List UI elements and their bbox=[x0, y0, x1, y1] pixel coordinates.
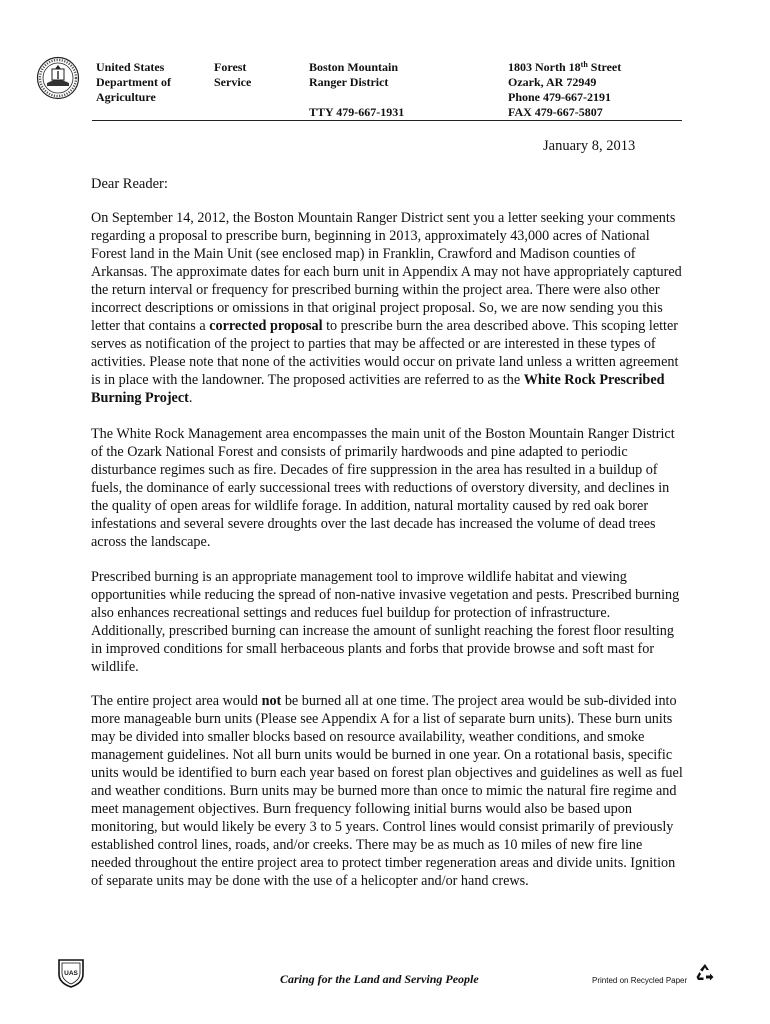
agency-line: United States bbox=[96, 60, 165, 74]
letter-date: January 8, 2013 bbox=[543, 138, 636, 154]
agency-name bbox=[96, 60, 171, 105]
paragraph-project-correction: On September 14, 2012, the Boston Mountain Ranger District sent you a letter seeking your comments regarding a proposal to prescribe burn, beginning in 2013, approximately 43,000 acres of National Forest land in the Main Unit (see enclosed map) in Franklin, Crawford and Madison counties of Arkansas. The approximate dates for each burn unit in Appendix A may not have appropriately captured the return interval or frequency for prescribed burning within the project area. There were also other incorrect descriptions or omissions in that original project proposal. So, we are now sending you this letter that contains a corrected proposal to prescribe burn the area described above. This scoping letter serves as notification of the project to parties that may be affected or are interested in these types of activities. Please note that none of the activities would occur on private land unless a written agreement is in place with the landowner. The proposed activities are referred to as the White Rock Prescribed Burning Project. bbox=[91, 210, 682, 406]
address-street: 1803 North 18th Street bbox=[508, 60, 622, 74]
address-city: Ozark, AR 72949 bbox=[508, 75, 597, 89]
service-name bbox=[214, 60, 251, 90]
district-line: Ranger District bbox=[309, 75, 389, 89]
shield-lettering: UAS bbox=[64, 970, 78, 977]
agency-line: Agriculture bbox=[96, 90, 156, 104]
emphasis-corrected-proposal: corrected proposal bbox=[209, 318, 323, 334]
district-line: Boston Mountain bbox=[309, 60, 399, 74]
paragraph-burn-units: The entire project area would not be burned all at one time. The project area would be sub-divided into more manageable burn units (Please see Appendix A for a list of separate burn units). These burn units may be divided into smaller blocks based on resource availability, weather conditions, and smoke management guidelines. Not all burn units would be burned in one year. On a rotational basis, specific units would be identified to burn each year based on forest plan objectives and guidelines as well as fuel and weather conditions. Burn units may be burned more than once to mimic the natural fire regime and meet management objectives. Burn frequency following initial burns would also be based upon monitoring, but would likely be every 3 to 5 years. Control lines would consist primarily of previously established control lines, roads, and/or creeks. There may be as much as 10 miles of new fire line needed throughout the entire project area to protect timber regeneration areas and divide units. Ignition of separate units may be done with the use of a helicopter and/or hand crews. bbox=[91, 693, 683, 889]
tty-number: TTY 479-667-1931 bbox=[309, 105, 405, 119]
emphasis-project-name: White Rock Prescribed Burning Project bbox=[91, 372, 665, 406]
service-line: Forest bbox=[214, 60, 247, 74]
phone-number: Phone 479-667-2191 bbox=[508, 90, 611, 104]
service-line: Service bbox=[214, 75, 252, 89]
footer-motto: Caring for the Land and Serving People bbox=[280, 972, 479, 986]
district-name bbox=[309, 60, 398, 90]
address-block bbox=[508, 60, 621, 120]
salutation: Dear Reader: bbox=[91, 176, 168, 192]
paragraph-burning-benefits: Prescribed burning is an appropriate management tool to improve wildlife habitat and viewing opportunities while reducing the spread of non-native invasive vegetation and pests. Prescribed burning also enhances recreational settings and reduces fuel buildup for protection of infrastructure. Additionally, prescribed burning can increase the amount of sunlight reaching the forest floor resulting in improved conditions for small herbaceous plants and forbs that provide browse and soft mast for wildlife. bbox=[91, 569, 680, 675]
paragraph-management-area: The White Rock Management area encompasses the main unit of the Boston Mountain Ranger District of the Ozark National Forest and consists of primarily hardwoods and pine adapted to periodic disturbance regimes such as fire. Decades of fire suppression in the area has resulted in a buildup of fuels, the dominance of early successional trees with reductions of overstory diversity, and declines in the quality of open areas for wildlife forage. In addition, natural mortality caused by red oak borer infestations and several severe droughts over the last decade has increased the volume of dead trees across the landscape. bbox=[91, 426, 675, 550]
usda-seal-icon bbox=[36, 56, 80, 100]
recycled-paper-note: Printed on Recycled Paper bbox=[592, 976, 688, 985]
recycle-icon bbox=[694, 962, 716, 982]
forest-service-shield-icon bbox=[57, 958, 85, 988]
letterhead-divider bbox=[92, 120, 682, 121]
emphasis-not: not bbox=[261, 693, 282, 709]
fax-number: FAX 479-667-5807 bbox=[508, 105, 603, 119]
agency-line: Department of bbox=[96, 75, 171, 89]
